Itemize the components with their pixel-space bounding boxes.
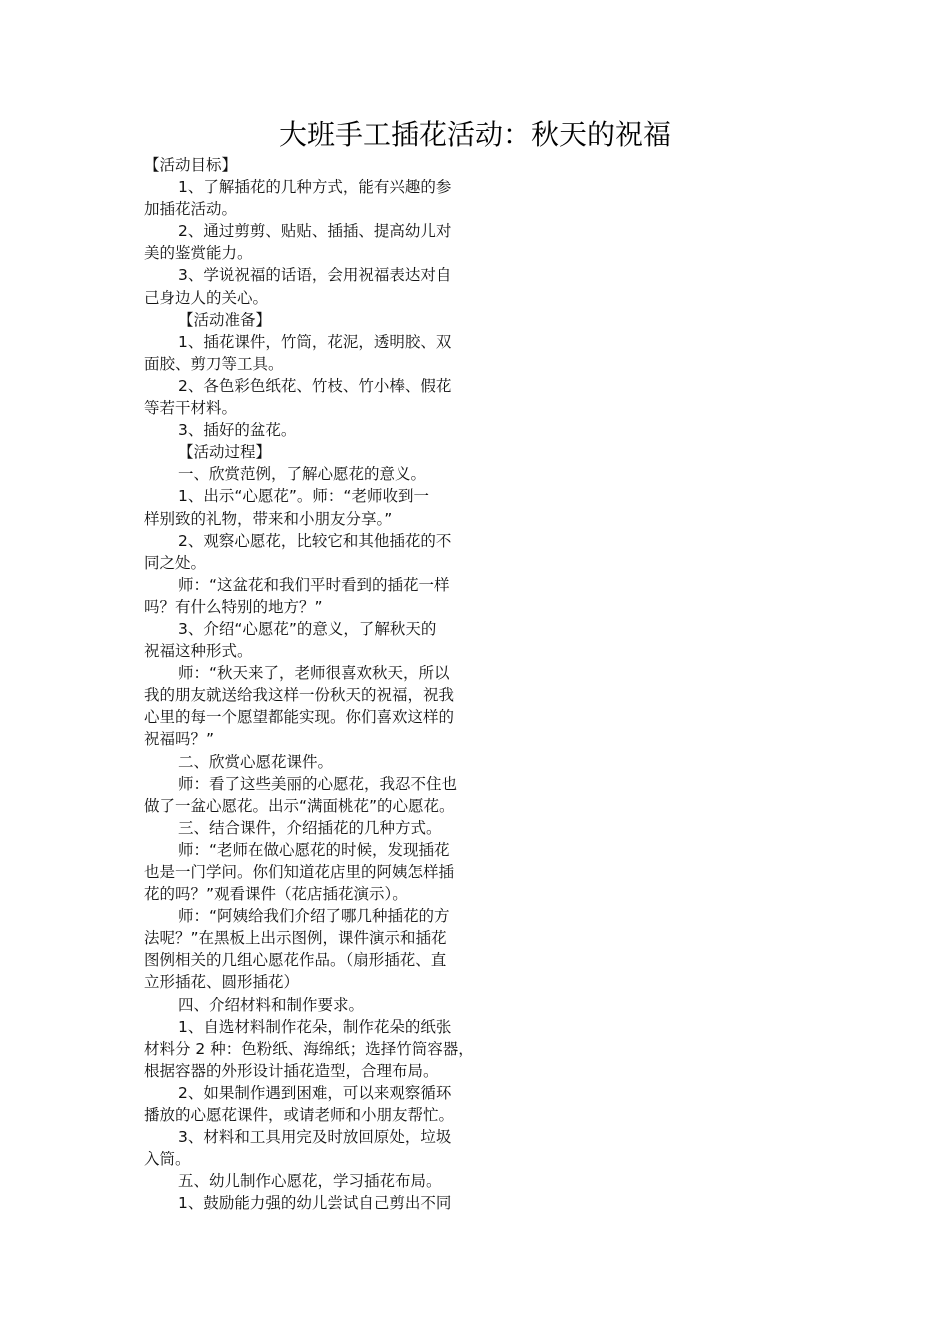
text-line: 祝福这种形式。	[144, 642, 253, 661]
text-line: 根据容器的外形设计插花造型，合理布局。	[144, 1061, 439, 1080]
text-line: 1、插花课件，竹筒，花泥，透明胶、双	[178, 332, 452, 351]
text-line: 祝福吗？”	[144, 730, 215, 749]
document-title: 大班手工插花活动：秋天的祝福	[278, 118, 671, 151]
text-line: 师：“老师在做心愿花的时候，发现插花	[178, 840, 450, 859]
text-line: 3、材料和工具用完及时放回原处，垃圾	[178, 1128, 452, 1147]
text-line: 立形插花、圆形插花）	[144, 973, 300, 992]
text-line: 吗？有什么特别的地方？”	[144, 597, 323, 616]
text-line: 1、鼓励能力强的幼儿尝试自己剪出不同	[178, 1194, 452, 1213]
text-line: 二、欣赏心愿花课件。	[178, 752, 334, 771]
text-line: 图例相关的几组心愿花作品。（扇形插花、直	[144, 951, 447, 970]
text-line: 播放的心愿花课件，或请老师和小朋友帮忙。	[144, 1106, 455, 1125]
text-line: 3、插好的盆花。	[178, 421, 297, 440]
text-line: 材料分 2 种：色粉纸、海绵纸；选择竹筒容器，	[144, 1039, 474, 1058]
text-line: 五、幼儿制作心愿花，学习插花布局。	[178, 1172, 442, 1191]
text-line: 【活动目标】	[144, 156, 238, 174]
text-line: 师：“秋天来了，老师很喜欢秋天，所以	[178, 664, 450, 683]
document-body	[144, 154, 494, 1215]
text-line: 花的吗？”观看课件（花店插花演示）。	[144, 885, 408, 904]
text-line: 己身边人的关心。	[144, 288, 269, 307]
text-line: 师：看了这些美丽的心愿花，我忍不住也	[178, 774, 458, 793]
text-line: 2、各色彩色纸花、竹枝、竹小棒、假花	[178, 376, 452, 395]
text-line: 我的朋友就送给我这样一份秋天的祝福，祝我	[144, 686, 455, 705]
text-line: 师：“这盆花和我们平时看到的插花一样	[178, 575, 450, 594]
text-line: 美的鉴赏能力。	[144, 244, 253, 263]
text-line: 1、了解插花的几种方式，能有兴趣的参	[178, 178, 452, 197]
text-line: 2、如果制作遇到困难，可以来观察循环	[178, 1083, 452, 1102]
text-line: 3、学说祝福的话语，会用祝福表达对自	[178, 266, 452, 285]
text-line: 做了一盆心愿花。出示“满面桃花”的心愿花。	[144, 796, 455, 815]
text-line: 3、介绍“心愿花”的意义，了解秋天的	[178, 619, 437, 638]
text-line: 面胶、剪刀等工具。	[144, 354, 284, 373]
text-line: 四、介绍材料和制作要求。	[178, 995, 365, 1014]
text-line: 1、出示“心愿花”。师：“老师收到一	[178, 487, 429, 506]
text-line: 一、欣赏范例，了解心愿花的意义。	[178, 465, 427, 484]
text-line: 也是一门学问。你们知道花店里的阿姨怎样插	[144, 863, 455, 881]
text-line: 2、通过剪剪、贴贴、插插、提高幼儿对	[178, 222, 452, 241]
text-line: 法呢？”在黑板上出示图例，课件演示和插花	[144, 929, 447, 948]
text-line: 【活动准备】	[178, 310, 272, 329]
text-line: 加插花活动。	[144, 200, 238, 219]
text-line: 师：“阿姨给我们介绍了哪几种插花的方	[178, 907, 450, 926]
text-line: 入筒。	[144, 1150, 191, 1169]
text-line: 同之处。	[144, 553, 207, 572]
text-line: 2、观察心愿花，比较它和其他插花的不	[178, 531, 452, 550]
text-line: 三、结合课件，介绍插花的几种方式。	[178, 818, 442, 837]
text-line: 等若干材料。	[144, 399, 238, 418]
text-line: 样别致的礼物，带来和小朋友分享。”	[144, 509, 393, 528]
text-line: 1、自选材料制作花朵，制作花朵的纸张	[178, 1017, 452, 1036]
text-line: 心里的每一个愿望都能实现。你们喜欢这样的	[144, 708, 455, 727]
text-line: 【活动过程】	[178, 443, 272, 462]
